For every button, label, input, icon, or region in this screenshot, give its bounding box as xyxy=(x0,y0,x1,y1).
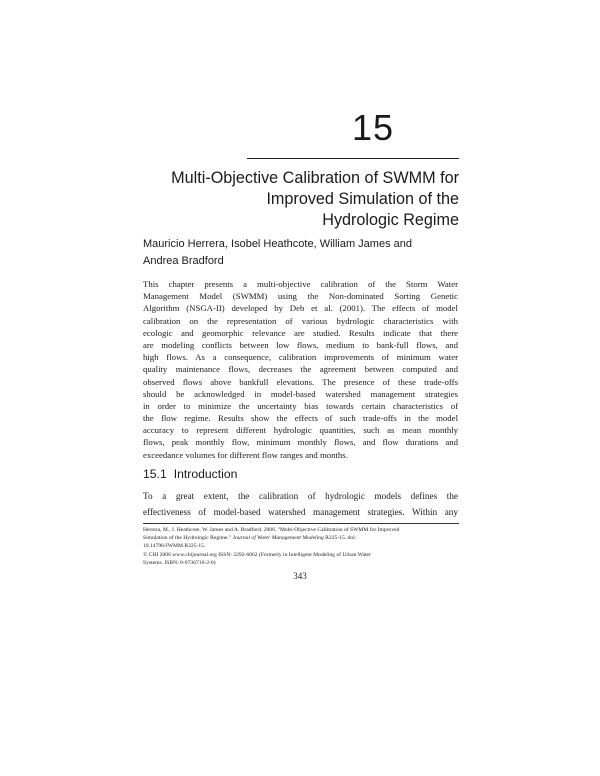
journal-name: Journal of Water Management Modeling xyxy=(232,535,324,542)
footnote-rule xyxy=(143,523,459,524)
section-heading xyxy=(143,466,443,482)
body-line: To a great extent, the calibration of hydrologic models defines the xyxy=(143,491,458,501)
abstract-line: exceedance volumes for different flow ranges and months. xyxy=(143,449,348,460)
citation-footnote xyxy=(143,526,459,567)
footnote-doi: 10.14796/JWMM.R225-15. xyxy=(143,543,206,550)
abstract-line: flows, peak monthly flow, minimum monthly flows, and flow durations and xyxy=(143,437,458,448)
abstract-line: ecologic and geomorphic relevance are studied. Results indicate that there xyxy=(143,327,458,338)
footnote-line: © CHI 2006 www.chijournal.org ISSN: 2292-6062 (Formerly in Intelligent Modeling of Urban Water xyxy=(143,551,371,558)
chapter-number: 15 xyxy=(352,107,395,148)
footnote-line: Herrera, M., I. Heathcote, W. James and A. Bradford. 2006. "Multi-Objective Calibration of SWMM for Improved xyxy=(143,527,400,533)
abstract-line: accuracy to represent different hydrologic quantities, such as mean monthly xyxy=(143,425,458,436)
author-line: Mauricio Herrera, Isobel Heathcote, William James and xyxy=(143,238,412,250)
abstract-line: high flows. As a consequence, calibration improvements of minimum water xyxy=(143,352,458,363)
abstract-line: This chapter presents a multi-objective calibration of the Storm Water xyxy=(143,279,458,289)
chapter-title-rule xyxy=(247,158,459,159)
footnote-text: R225-15. doi: xyxy=(323,535,357,542)
chapter-title xyxy=(120,168,459,231)
abstract-line: calibration on the representation of various hydrologic characteristics with xyxy=(143,315,458,326)
section-number: 15.1 xyxy=(143,467,167,481)
abstract-line: should be acknowledged in model-based watershed management strategies xyxy=(143,388,458,399)
footnote-line xyxy=(143,534,459,542)
section-title: Introduction xyxy=(173,467,238,481)
abstract-line: quality maintenance flows, decreases the agreement between computed and xyxy=(143,364,458,375)
abstract-line: observed flows above bankfull elevations. The presence of these trade-offs xyxy=(143,376,458,387)
abstract-line: the flow regime. Results show the effects of such trade-offs in the model xyxy=(143,413,458,424)
abstract-line: in order to minimize the uncertainty bias towards certain characteristics of xyxy=(143,400,458,411)
author-line: Andrea Bradford xyxy=(143,255,224,267)
footnote-text: Simulation of the Hydrologic Regime." xyxy=(143,535,233,542)
footnote-line: Systems. ISBN: 0-9736716-2-0) xyxy=(143,559,216,566)
body-line: effectiveness of model-based watershed management strategies. Within any xyxy=(143,507,458,517)
chapter-title-line: Improved Simulation of the xyxy=(266,190,459,208)
abstract-line: Algorithm (NSGA-II) developed by Deb et al. (2001). The effects of model xyxy=(143,303,458,314)
author-list xyxy=(143,236,463,270)
chapter-title-line: Hydrologic Regime xyxy=(322,211,459,229)
abstract xyxy=(143,278,458,461)
abstract-line: Management Model (SWMM) using the Non-dominated Sorting Genetic xyxy=(143,291,458,302)
introduction-body xyxy=(143,488,458,520)
page-number: 343 xyxy=(293,571,307,581)
abstract-line: are modeling conflicts between low flows, medium to bank-full flows, and xyxy=(143,339,458,350)
chapter-title-line: Multi-Objective Calibration of SWMM for xyxy=(171,169,459,187)
